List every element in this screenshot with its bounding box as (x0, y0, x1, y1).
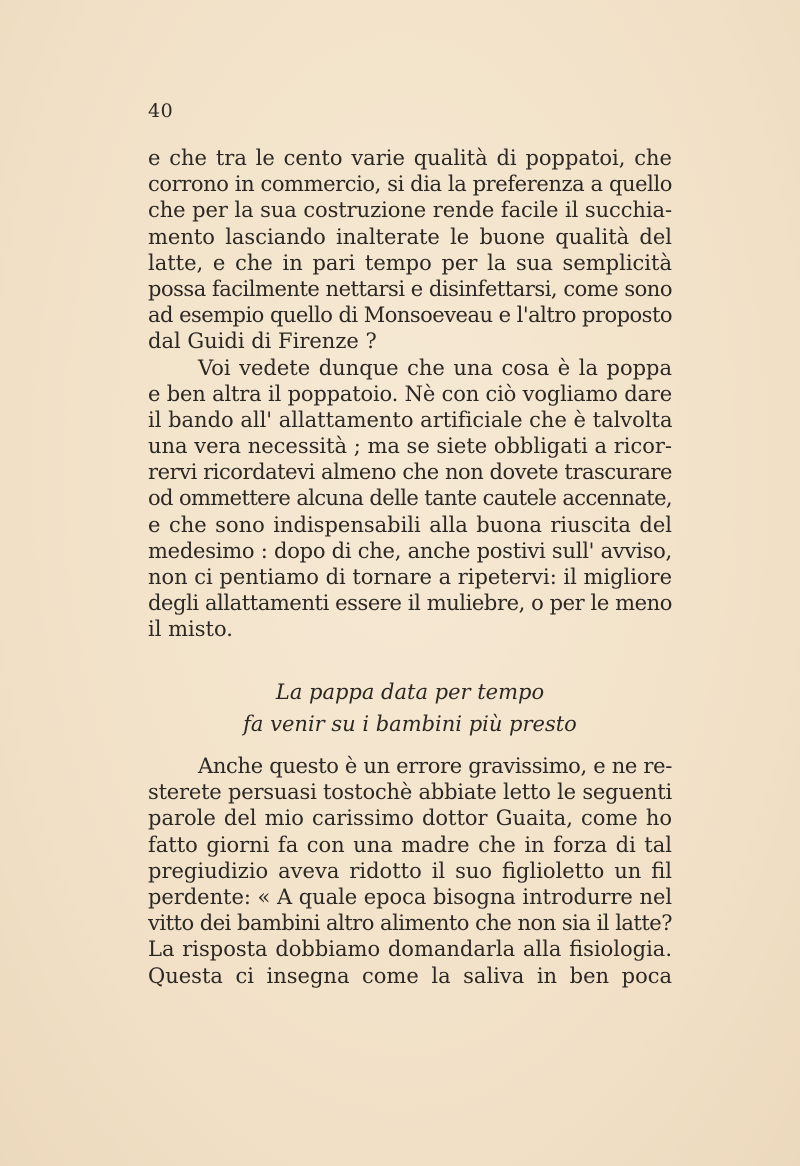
text-line: sterete persuasi tostochè abbiate letto le seguenti (148, 780, 672, 805)
text-line: rervi ricordatevi almeno che non dovete trascurare (148, 460, 672, 485)
section-heading-line-1: La pappa data per tempo (275, 680, 545, 704)
text-line: Questa ci insegna come la saliva in ben poca (148, 963, 672, 988)
text-line: non ci pentiamo di tornare a ripetervi: il migliore (148, 565, 672, 589)
text-line: e che tra le cento varie qualità di poppatoi, che (148, 146, 672, 170)
section-heading (148, 676, 672, 740)
text-line: fatto giorni fa con una madre che in forza di tal (148, 832, 672, 857)
text-line: ad esempio quello di Monsoeveau e l'altro proposto (148, 303, 672, 328)
text-line: e che sono indispensabili alla buona riuscita del (148, 512, 672, 537)
page-number: 40 (148, 100, 174, 122)
text-line: latte, e che in pari tempo per la sua semplicità (148, 250, 672, 275)
text-line: parole del mio carissimo dottor Guaita, come ho (148, 806, 672, 831)
text-line: perdente: « A quale epoca bisogna introdurre nel (148, 884, 673, 909)
text-line: corrono in commercio, si dia la preferenza a quello (148, 172, 672, 197)
text-line: una vera necessità ; ma se siete obbligati a ricor- (148, 434, 672, 459)
text-line: mento lasciando inalterate le buone qualità del (148, 224, 672, 249)
text-line: possa facilmente nettarsi e disinfettarsi, come sono (148, 276, 672, 301)
text-line: La risposta dobbiamo domandarla alla fisiologia. (148, 937, 672, 962)
paragraph-2 (148, 753, 672, 989)
text-line: vitto dei bambini altro alimento che non sia il latte? (148, 911, 672, 936)
text-line: medesimo : dopo di che, anche postivi sull' avviso, (148, 538, 672, 563)
paragraph-1 (148, 145, 672, 643)
text-line: il misto. (148, 617, 233, 642)
section-heading-line-2: fa venir su i bambini più presto (243, 712, 577, 736)
text-line: il bando all' allattamento artificiale che è talvolta (148, 407, 673, 432)
text-line: Anche questo è un errore gravissimo, e ne re- (198, 754, 672, 778)
text-line: degli allattamenti essere il muliebre, o per le meno (148, 591, 672, 616)
text-line: od ommettere alcuna delle tante cautele accennate, (148, 486, 672, 511)
text-line: Voi vedete dunque che una cosa è la poppa (198, 355, 672, 380)
text-line: pregiudizio aveva ridotto il suo figlioletto un fil (148, 858, 672, 883)
text-line: e ben altra il poppatoio. Nè con ciò vogliamo dare (148, 381, 673, 406)
text-line: dal Guidi di Firenze ? (148, 329, 377, 354)
text-line: che per la sua costruzione rende facile il succhia- (148, 198, 672, 223)
